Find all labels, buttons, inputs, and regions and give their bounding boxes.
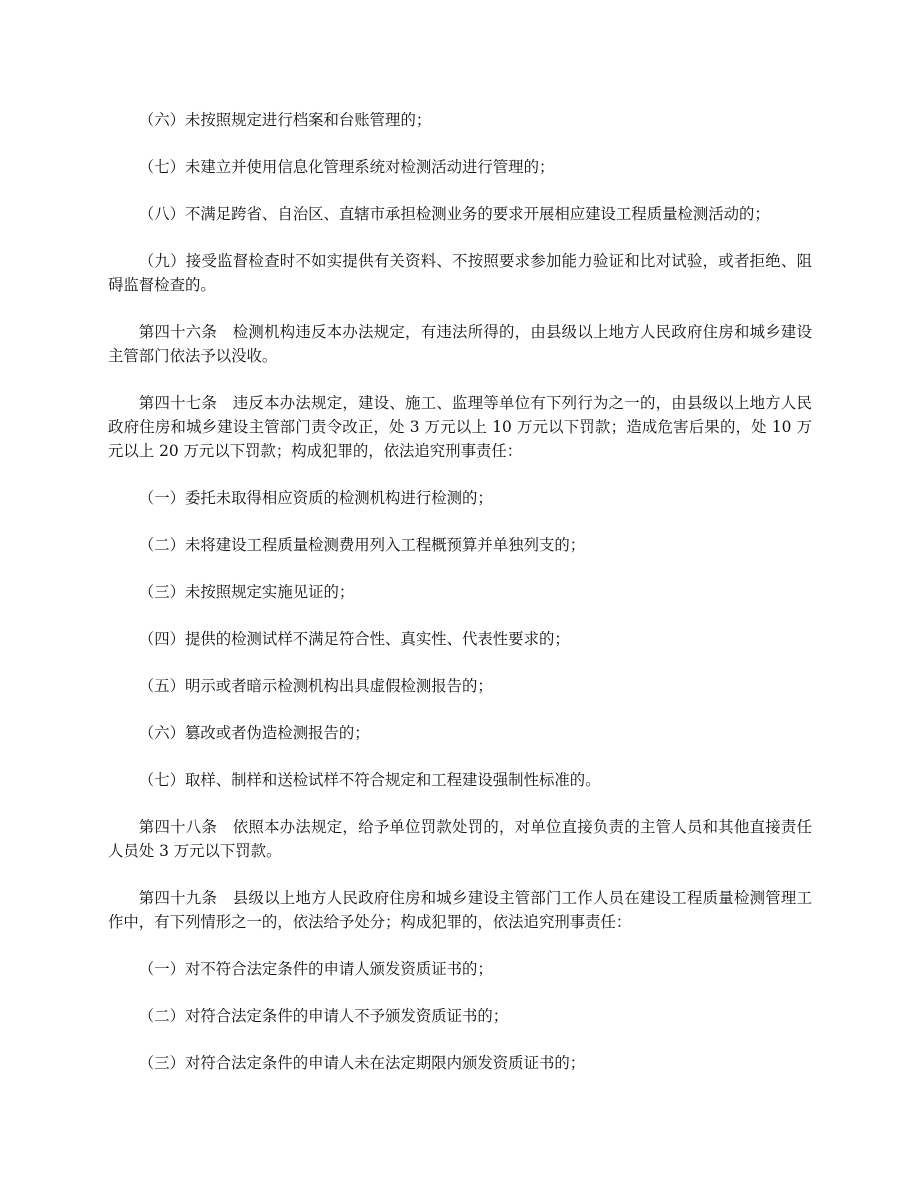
paragraph-item-7: （七）未建立并使用信息化管理系统对检测活动进行管理的； — [138, 158, 555, 176]
article-47-item-5: （五）明示或者暗示检测机构出具虚假检测报告的； — [138, 677, 493, 695]
article-49-item-3: （三）对符合法定条件的申请人未在法定期限内颁发资质证书的； — [138, 1054, 586, 1072]
article-49-item-2: （二）对符合法定条件的申请人不予颁发资质证书的； — [138, 1007, 509, 1025]
article-47-item-1: （一）委托未取得相应资质的检测机构进行检测的； — [138, 489, 493, 507]
article-49-item-1: （一）对不符合法定条件的申请人颁发资质证书的； — [138, 960, 493, 978]
article-47: 第四十七条 违反本办法规定，建设、施工、监理等单位有下列行为之一的，由县级以上地方人民政府住房和城乡建设主管部门责令改正，处 3 万元以上 10 万元以下罚款；造成危害后果的，处 10 万元以上 20 万元以下罚款；构成犯罪的，依法追究刑事责任： — [108, 394, 812, 460]
article-47-item-2: （二）未将建设工程质量检测费用列入工程概预算并单独列支的； — [138, 536, 586, 554]
article-47-item-3: （三）未按照规定实施见证的； — [138, 583, 355, 601]
article-47-item-7: （七）取样、制样和送检试样不符合规定和工程建设强制性标准的。 — [138, 771, 601, 789]
paragraph-item-6: （六）未按照规定进行档案和台账管理的； — [138, 111, 432, 129]
paragraph-item-9: （九）接受监督检查时不如实提供有关资料、不按照要求参加能力验证和比对试验，或者拒绝、阻碍监督检查的。 — [108, 252, 812, 294]
article-46: 第四十六条 检测机构违反本办法规定，有违法所得的，由县级以上地方人民政府住房和城乡建设主管部门依法予以没收。 — [108, 323, 812, 365]
paragraph-item-8: （八）不满足跨省、自治区、直辖市承担检测业务的要求开展相应建设工程质量检测活动的； — [138, 205, 770, 223]
document-body — [108, 108, 812, 1098]
article-47-item-6: （六）篡改或者伪造检测报告的； — [138, 724, 370, 742]
article-47-item-4: （四）提供的检测试样不满足符合性、真实性、代表性要求的； — [138, 630, 570, 648]
article-49: 第四十九条 县级以上地方人民政府住房和城乡建设主管部门工作人员在建设工程质量检测管理工作中，有下列情形之一的，依法给予处分；构成犯罪的，依法追究刑事责任： — [108, 889, 812, 931]
article-48: 第四十八条 依照本办法规定，给予单位罚款处罚的，对单位直接负责的主管人员和其他直接责任人员处 3 万元以下罚款。 — [108, 818, 812, 860]
